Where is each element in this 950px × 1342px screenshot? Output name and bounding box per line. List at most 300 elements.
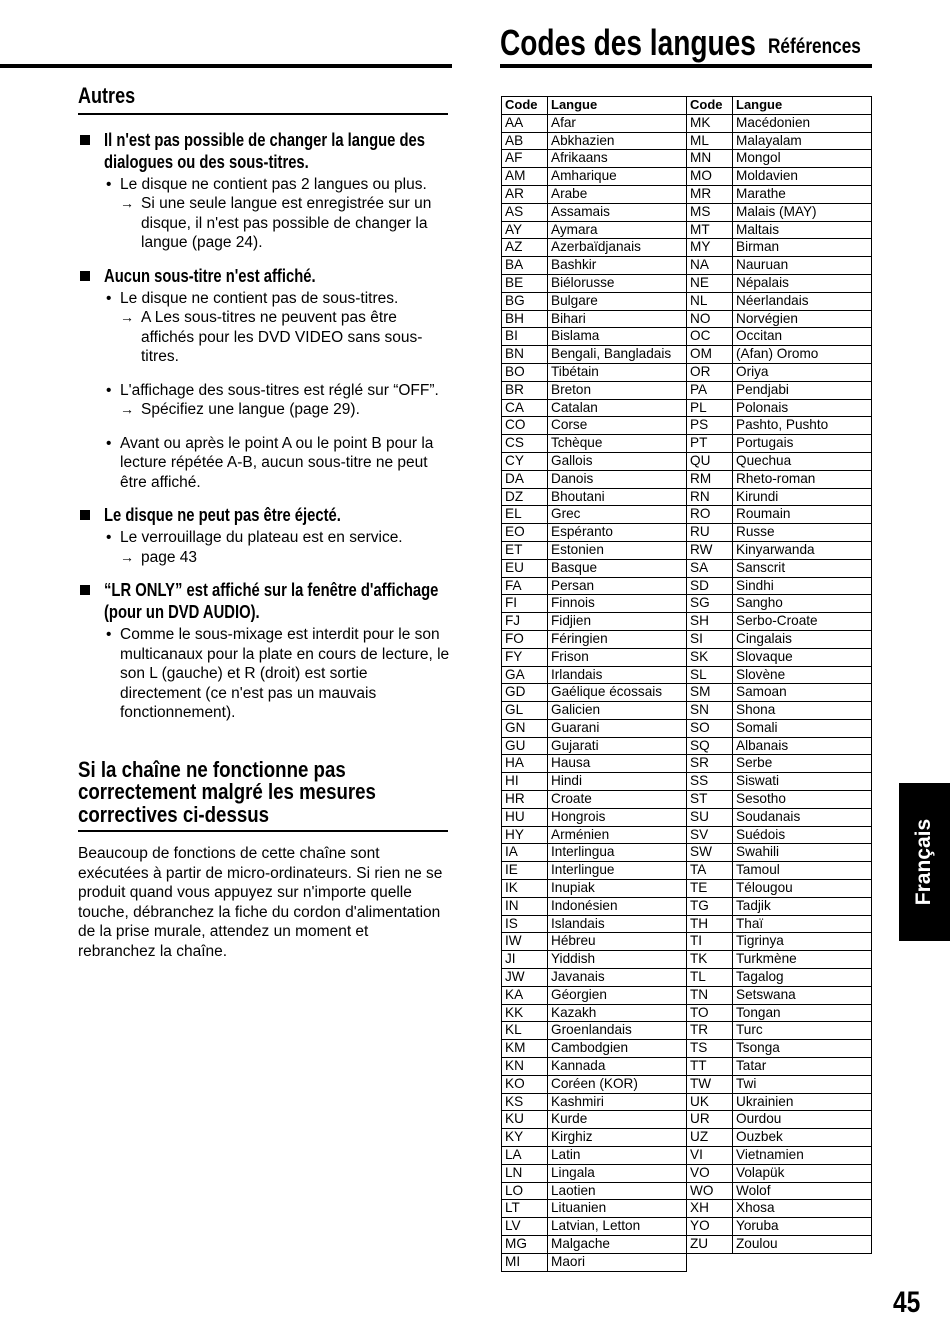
language-code: CA <box>502 399 548 417</box>
language-code: JI <box>502 951 548 969</box>
table-row <box>502 1022 872 1040</box>
language-code: ZU <box>687 1236 733 1254</box>
language-name: Bihari <box>548 310 687 328</box>
troubleshooting-column <box>78 83 450 961</box>
table-row <box>502 328 872 346</box>
language-code: QU <box>687 452 733 470</box>
language-code: AZ <box>502 239 548 257</box>
page-title-main: Codes des langues <box>500 22 756 63</box>
language-name: Galicien <box>548 702 687 720</box>
language-code: XH <box>687 1200 733 1218</box>
arrow-right-icon: → <box>120 401 134 417</box>
language-code: BN <box>502 346 548 364</box>
table-row <box>502 933 872 951</box>
language-code: AF <box>502 150 548 168</box>
language-name: Somali <box>733 719 872 737</box>
table-row <box>502 114 872 132</box>
faq-bullet <box>78 528 450 548</box>
language-name: Malgache <box>548 1236 687 1254</box>
language-code: SI <box>687 630 733 648</box>
language-name: Swahili <box>733 844 872 862</box>
language-name: Sindhi <box>733 577 872 595</box>
language-name: Cingalais <box>733 630 872 648</box>
language-code: TO <box>687 1004 733 1022</box>
language-name: (Afan) Oromo <box>733 346 872 364</box>
language-name: Ukrainien <box>733 1093 872 1111</box>
language-code: FY <box>502 648 548 666</box>
language-code: KK <box>502 1004 548 1022</box>
table-row <box>502 595 872 613</box>
language-name: Turc <box>733 1022 872 1040</box>
language-code: UZ <box>687 1129 733 1147</box>
language-code: HR <box>502 791 548 809</box>
language-name: Tatar <box>733 1058 872 1076</box>
language-code: KO <box>502 1075 548 1093</box>
column-header-language: Langue <box>733 97 872 115</box>
language-code: TL <box>687 969 733 987</box>
language-code: SK <box>687 648 733 666</box>
faq-heading <box>78 265 450 287</box>
language-code: OC <box>687 328 733 346</box>
language-code: AS <box>502 203 548 221</box>
language-name: Tibétain <box>548 363 687 381</box>
language-name: Basque <box>548 559 687 577</box>
language-name: Pendjabi <box>733 381 872 399</box>
table-row <box>502 844 872 862</box>
language-name: Setswana <box>733 986 872 1004</box>
language-code: IN <box>502 897 548 915</box>
faq-bullet-text: Le disque ne contient pas de sous-titres. <box>120 289 399 307</box>
language-code: SD <box>687 577 733 595</box>
table-row <box>502 417 872 435</box>
language-code: GU <box>502 737 548 755</box>
language-name: Afar <box>548 114 687 132</box>
language-code: MS <box>687 203 733 221</box>
language-name: Tigrinya <box>733 933 872 951</box>
table-row <box>502 292 872 310</box>
page-title-sub: Références <box>768 35 861 58</box>
language-name: Corse <box>548 417 687 435</box>
language-code: VI <box>687 1147 733 1165</box>
language-name: Sanscrit <box>733 559 872 577</box>
language-code: AA <box>502 114 548 132</box>
language-code: NL <box>687 292 733 310</box>
language-name: Tadjik <box>733 897 872 915</box>
faq-bullet-text: Avant ou après le point A ou le point B pour la lecture répétée A-B, aucun sous-titre ne peut être affiché. <box>120 434 434 491</box>
table-row <box>502 1253 872 1271</box>
column-header-code: Code <box>687 97 733 115</box>
language-name: Tchèque <box>548 435 687 453</box>
language-code: KU <box>502 1111 548 1129</box>
language-code: PS <box>687 417 733 435</box>
language-code: TG <box>687 897 733 915</box>
language-name: Tagalog <box>733 969 872 987</box>
language-name: Slovène <box>733 666 872 684</box>
language-code: ST <box>687 791 733 809</box>
language-code: TW <box>687 1075 733 1093</box>
language-name: Kazakh <box>548 1004 687 1022</box>
language-code: SH <box>687 613 733 631</box>
language-code: SN <box>687 702 733 720</box>
language-name: Interlingua <box>548 844 687 862</box>
bullet-square-icon <box>80 271 90 281</box>
language-code: SR <box>687 755 733 773</box>
language-name: Afrikaans <box>548 150 687 168</box>
language-code: TI <box>687 933 733 951</box>
language-name: Malayalam <box>733 132 872 150</box>
language-code: TN <box>687 986 733 1004</box>
language-code: IS <box>502 915 548 933</box>
language-name: Géorgien <box>548 986 687 1004</box>
language-code: AR <box>502 185 548 203</box>
language-code: OR <box>687 363 733 381</box>
language-name: Albanais <box>733 737 872 755</box>
language-code: RU <box>687 524 733 542</box>
bullet-dot-icon: • <box>106 626 112 643</box>
language-code: LO <box>502 1182 548 1200</box>
table-row <box>502 702 872 720</box>
faq-bullet <box>78 175 450 195</box>
language-name: Soudanais <box>733 808 872 826</box>
language-name: Slovaque <box>733 648 872 666</box>
language-code: BE <box>502 274 548 292</box>
language-name: Inupiak <box>548 880 687 898</box>
language-name: Maltais <box>733 221 872 239</box>
empty-cell <box>733 1253 872 1271</box>
language-code: NE <box>687 274 733 292</box>
section2-text: Beaucoup de fonctions de cette chaîne sont exécutées à partir de micro-ordinateurs. Si rien ne se produit quand vous appuyez sur n'importe quelle touche, débranchez la fiche du cordon d'alimentation de la prise murale, attendez un moment et rebranchez la chaîne. <box>78 845 443 960</box>
faq-item <box>78 504 450 567</box>
language-code: DZ <box>502 488 548 506</box>
language-code: FI <box>502 595 548 613</box>
table-row <box>502 221 872 239</box>
language-name: Bashkir <box>548 257 687 275</box>
language-name: Siswati <box>733 773 872 791</box>
language-code: BG <box>502 292 548 310</box>
table-row <box>502 880 872 898</box>
language-code: TA <box>687 862 733 880</box>
table-row <box>502 791 872 809</box>
table-row <box>502 274 872 292</box>
faq-heading <box>78 579 450 623</box>
table-row <box>502 310 872 328</box>
table-row <box>502 506 872 524</box>
language-name: Danois <box>548 470 687 488</box>
table-row <box>502 541 872 559</box>
language-code: SO <box>687 719 733 737</box>
arrow-right-icon: → <box>120 195 134 211</box>
table-row <box>502 1058 872 1076</box>
language-name: Latin <box>548 1147 687 1165</box>
language-name: Espéranto <box>548 524 687 542</box>
faq-remedy <box>78 400 450 420</box>
table-row <box>502 577 872 595</box>
table-row <box>502 132 872 150</box>
bullet-square-icon <box>80 135 90 145</box>
language-code: SL <box>687 666 733 684</box>
faq-remedy-text: page 43 <box>141 548 198 566</box>
bullet-dot-icon: • <box>106 175 112 193</box>
faq-bullet-text: Le disque ne contient pas 2 langues ou plus. <box>120 175 427 193</box>
language-code: MK <box>687 114 733 132</box>
language-name: Hébreu <box>548 933 687 951</box>
language-name: Bulgare <box>548 292 687 310</box>
language-side-tab-label: Français <box>912 818 935 906</box>
language-code: VO <box>687 1164 733 1182</box>
language-name: Hongrois <box>548 808 687 826</box>
language-name: Volapük <box>733 1164 872 1182</box>
header-rule-right <box>500 64 872 68</box>
language-name: Interlingue <box>548 862 687 880</box>
table-row <box>502 1075 872 1093</box>
language-code: SU <box>687 808 733 826</box>
column-header-language: Langue <box>548 97 687 115</box>
language-code: PT <box>687 435 733 453</box>
language-code: AB <box>502 132 548 150</box>
language-name: Polonais <box>733 399 872 417</box>
faq-heading-text: Le disque ne peut pas être éjecté. <box>104 504 341 525</box>
faq-remedy <box>78 548 450 568</box>
language-name: Marathe <box>733 185 872 203</box>
language-code-table <box>501 96 872 1272</box>
language-name: Estonien <box>548 541 687 559</box>
language-name: Norvégien <box>733 310 872 328</box>
language-name: Portugais <box>733 435 872 453</box>
language-code: OM <box>687 346 733 364</box>
language-code: LV <box>502 1218 548 1236</box>
table-row <box>502 363 872 381</box>
language-name: Rheto-roman <box>733 470 872 488</box>
language-name: Suédois <box>733 826 872 844</box>
language-side-tab <box>899 783 950 941</box>
language-code: GN <box>502 719 548 737</box>
faq-bullet <box>78 625 450 723</box>
header-rule-left <box>0 64 452 68</box>
language-name: Télougou <box>733 880 872 898</box>
table-row <box>502 257 872 275</box>
language-code: GL <box>502 702 548 720</box>
language-code: YO <box>687 1218 733 1236</box>
section-rule <box>78 113 448 115</box>
faq-remedy <box>78 308 450 367</box>
table-row <box>502 435 872 453</box>
language-name: Kashmiri <box>548 1093 687 1111</box>
language-name: Assamais <box>548 203 687 221</box>
language-code: BO <box>502 363 548 381</box>
language-name: Kinyarwanda <box>733 541 872 559</box>
language-code: SG <box>687 595 733 613</box>
language-name: Samoan <box>733 684 872 702</box>
language-name: Moldavien <box>733 168 872 186</box>
language-code: MR <box>687 185 733 203</box>
language-code: CS <box>502 435 548 453</box>
table-row <box>502 1129 872 1147</box>
table-row <box>502 1040 872 1058</box>
language-name: Bhoutani <box>548 488 687 506</box>
language-code: IA <box>502 844 548 862</box>
language-code: AY <box>502 221 548 239</box>
language-name: Serbe <box>733 755 872 773</box>
faq-heading-text: Il n'est pas possible de changer la langue des dialogues ou des sous-titres. <box>104 128 425 172</box>
table-row <box>502 684 872 702</box>
table-header-row <box>502 97 872 115</box>
language-name: Oriya <box>733 363 872 381</box>
section2-rule <box>78 830 448 832</box>
language-code: ML <box>687 132 733 150</box>
table-row <box>502 1200 872 1218</box>
language-code: KA <box>502 986 548 1004</box>
language-code: MT <box>687 221 733 239</box>
language-name: Turkmène <box>733 951 872 969</box>
page-title <box>500 22 861 64</box>
language-name: Tsonga <box>733 1040 872 1058</box>
table-row <box>502 1111 872 1129</box>
language-name: Ourdou <box>733 1111 872 1129</box>
faq-heading <box>78 129 450 173</box>
language-name: Hausa <box>548 755 687 773</box>
table-row <box>502 1236 872 1254</box>
arrow-right-icon: → <box>120 548 134 565</box>
language-name: Quechua <box>733 452 872 470</box>
table-row <box>502 826 872 844</box>
language-name: Hindi <box>548 773 687 791</box>
language-name: Twi <box>733 1075 872 1093</box>
language-code: HU <box>502 808 548 826</box>
language-name: Croate <box>548 791 687 809</box>
faq-bullet-text: L'affichage des sous-titres est réglé sur “OFF”. <box>120 381 439 399</box>
table-row <box>502 488 872 506</box>
language-name: Kirundi <box>733 488 872 506</box>
faq-item <box>78 265 450 493</box>
language-name: Fidjien <box>548 613 687 631</box>
table-row <box>502 808 872 826</box>
language-code: TR <box>687 1022 733 1040</box>
language-code: KM <box>502 1040 548 1058</box>
language-name: Russe <box>733 524 872 542</box>
language-name: Pashto, Pushto <box>733 417 872 435</box>
language-code: KY <box>502 1129 548 1147</box>
language-name: Latvian, Letton <box>548 1218 687 1236</box>
language-code: LN <box>502 1164 548 1182</box>
table-row <box>502 470 872 488</box>
language-code: RO <box>687 506 733 524</box>
table-row <box>502 862 872 880</box>
table-row <box>502 666 872 684</box>
language-code: BI <box>502 328 548 346</box>
language-name: Cambodgien <box>548 1040 687 1058</box>
language-code: GD <box>502 684 548 702</box>
language-code: NO <box>687 310 733 328</box>
bullet-square-icon <box>80 585 90 595</box>
language-code: KS <box>502 1093 548 1111</box>
language-code: LA <box>502 1147 548 1165</box>
language-name: Grec <box>548 506 687 524</box>
faq-remedy-text: A Les sous-titres ne peuvent pas être affichés pour les DVD VIDEO sans sous-titres. <box>141 309 423 365</box>
table-row <box>502 1218 872 1236</box>
language-name: Abkhazien <box>548 132 687 150</box>
language-name: Birman <box>733 239 872 257</box>
bullet-dot-icon: • <box>106 289 112 307</box>
language-name: Irlandais <box>548 666 687 684</box>
arrow-right-icon: → <box>120 309 134 325</box>
language-name: Arabe <box>548 185 687 203</box>
language-code: EL <box>502 506 548 524</box>
page-number: 45 <box>893 1286 921 1319</box>
language-code: ET <box>502 541 548 559</box>
table-row <box>502 239 872 257</box>
table-row <box>502 1093 872 1111</box>
language-name: Occitan <box>733 328 872 346</box>
language-code: RW <box>687 541 733 559</box>
language-name: Lituanien <box>548 1200 687 1218</box>
faq-heading <box>78 504 450 526</box>
language-name: Féringien <box>548 630 687 648</box>
language-name: Serbo-Croate <box>733 613 872 631</box>
language-code: SM <box>687 684 733 702</box>
language-code: SW <box>687 844 733 862</box>
table-row <box>502 1182 872 1200</box>
language-name: Bislama <box>548 328 687 346</box>
language-code: CO <box>502 417 548 435</box>
table-row <box>502 381 872 399</box>
language-name: Gallois <box>548 452 687 470</box>
table-row <box>502 630 872 648</box>
faq-item <box>78 129 450 253</box>
language-name: Javanais <box>548 969 687 987</box>
table-row <box>502 168 872 186</box>
language-name: Macédonien <box>733 114 872 132</box>
language-code: GA <box>502 666 548 684</box>
language-name: Malais (MAY) <box>733 203 872 221</box>
language-name: Gaélique écossais <box>548 684 687 702</box>
language-name: Thaï <box>733 915 872 933</box>
language-name: Shona <box>733 702 872 720</box>
language-code: TH <box>687 915 733 933</box>
language-code: EU <box>502 559 548 577</box>
language-name: Kurde <box>548 1111 687 1129</box>
language-code: CY <box>502 452 548 470</box>
language-name: Sangho <box>733 595 872 613</box>
table-row <box>502 986 872 1004</box>
language-name: Frison <box>548 648 687 666</box>
language-code: PA <box>687 381 733 399</box>
language-code: NA <box>687 257 733 275</box>
table-row <box>502 613 872 631</box>
language-name: Indonésien <box>548 897 687 915</box>
table-row <box>502 346 872 364</box>
empty-cell <box>687 1253 733 1271</box>
language-code: FA <box>502 577 548 595</box>
bullet-dot-icon: • <box>106 434 112 452</box>
language-name: Islandais <box>548 915 687 933</box>
language-code: MN <box>687 150 733 168</box>
language-name: Roumain <box>733 506 872 524</box>
table-row <box>502 915 872 933</box>
table-row <box>502 1147 872 1165</box>
language-code: RM <box>687 470 733 488</box>
language-code: UR <box>687 1111 733 1129</box>
language-code: TS <box>687 1040 733 1058</box>
table-row <box>502 203 872 221</box>
language-code: SV <box>687 826 733 844</box>
bullet-square-icon <box>80 510 90 520</box>
language-name: Tongan <box>733 1004 872 1022</box>
language-code: UK <box>687 1093 733 1111</box>
language-name: Persan <box>548 577 687 595</box>
language-name: Groenlandais <box>548 1022 687 1040</box>
language-name: Yiddish <box>548 951 687 969</box>
language-name: Laotien <box>548 1182 687 1200</box>
